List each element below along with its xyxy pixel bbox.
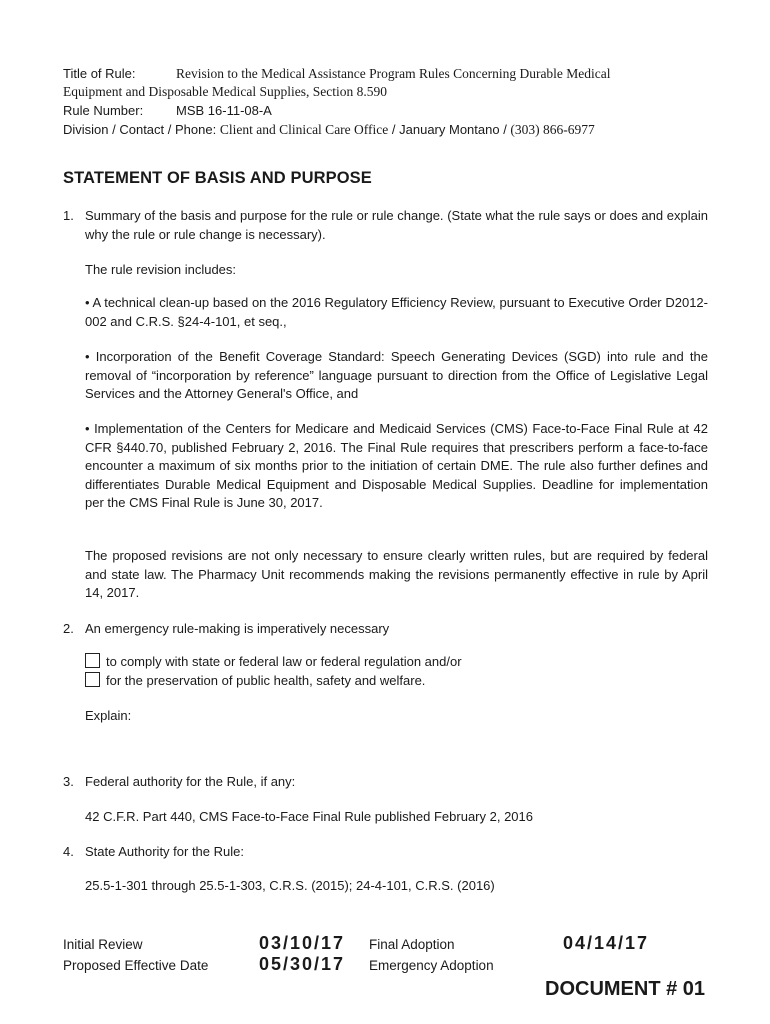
- item4-state: State Authority for the Rule:: [85, 844, 244, 859]
- division-value: Client and Clinical Care Office: [219, 122, 389, 137]
- federal-authority: 42 C.F.R. Part 440, CMS Face-to-Face Final Rule published February 2, 2016: [85, 809, 533, 824]
- item-number: 2.: [63, 621, 74, 636]
- rule-title-continued: Equipment and Disposable Medical Supplies, Section 8.590: [63, 84, 387, 99]
- explain-label: Explain:: [85, 708, 132, 723]
- state-authority: 25.5-1-301 through 25.5-1-303, C.R.S. (2015); 24-4-101, C.R.S. (2016): [85, 878, 495, 893]
- rule-number-row: [63, 101, 723, 120]
- bullet-cms-face-to-face: • Implementation of the Centers for Medicare and Medicaid Services (CMS) Face-to-Face Final Rule at 42 CFR §440.70, published February 2, 2016. The Final Rule requires that prescribers perform a face-to-face encounter a maximum of six months prior to the initiation of certain DME. The rule also further defines and differentiates Durable Medical Equipment and Disposable Medical Supplies. Deadline for implementation per the CMS Final Rule is June 30, 2017.: [85, 421, 708, 511]
- rule-title-row: [63, 64, 723, 83]
- item3-federal: Federal authority for the Rule, if any:: [85, 774, 296, 789]
- item-number: 3.: [63, 774, 74, 789]
- bullet-cleanup: • A technical clean-up based on the 2016 Regulatory Efficiency Review, pursuant to Executive Order D2012-002 and C.R.S. §24-4-101, et seq.,: [85, 295, 708, 329]
- item1-summary: Summary of the basis and purpose for the rule or rule change. (State what the rule says or does and explain why the rule or rule change is necessary).: [85, 208, 708, 242]
- item-number: 4.: [63, 844, 74, 859]
- initial-review-label: Initial Review: [63, 937, 143, 952]
- proposed-effective-label: Proposed Effective Date: [63, 958, 209, 973]
- checkbox-row-law: [85, 652, 462, 671]
- checkbox-label: to comply with state or federal law or federal regulation and/or: [106, 654, 462, 669]
- bullet-sgd: • Incorporation of the Benefit Coverage Standard: Speech Generating Devices (SGD) into rule and the removal of “incorporation by reference” language pursuant to direction from the Office of Legislative Legal Services and the Attorney General's Office, and: [85, 349, 708, 402]
- division-label: Division / Contact / Phone:: [63, 122, 217, 137]
- proposed-revisions: The proposed revisions are not only necessary to ensure clearly written rules, but are required by federal and state law. The Pharmacy Unit recommends making the revisions permanently effective in rule by April 14, 2017.: [85, 548, 708, 601]
- statement-heading: STATEMENT OF BASIS AND PURPOSE: [63, 169, 372, 187]
- emergency-adoption-label: Emergency Adoption: [369, 958, 494, 973]
- rule-title: Revision to the Medical Assistance Program Rules Concerning Durable Medical: [176, 66, 611, 81]
- checkbox-comply-law[interactable]: [85, 653, 100, 668]
- final-adoption-label: Final Adoption: [369, 937, 455, 952]
- initial-review-date: 03/10/17: [259, 933, 346, 953]
- separator: /: [499, 122, 511, 137]
- item-number: 1.: [63, 208, 74, 223]
- checkbox-row-welfare: [85, 671, 425, 690]
- revision-intro: The rule revision includes:: [85, 262, 237, 277]
- rule-number: MSB 16-11-08-A: [176, 103, 272, 118]
- division-row: [63, 120, 723, 139]
- contact-phone: (303) 866-6977: [510, 122, 595, 137]
- separator: /: [388, 122, 400, 137]
- checkbox-label: for the preservation of public health, safety and welfare.: [106, 673, 426, 688]
- proposed-effective-date: 05/30/17: [259, 954, 346, 974]
- checkbox-public-health[interactable]: [85, 672, 100, 687]
- final-adoption-date: 04/14/17: [563, 933, 650, 953]
- item2-emergency: An emergency rule-making is imperatively necessary: [85, 621, 390, 636]
- contact-name: January Montano: [399, 122, 500, 137]
- document-number: DOCUMENT # 01: [545, 978, 706, 1000]
- title-label: Title of Rule:: [63, 66, 136, 81]
- rule-number-label: Rule Number:: [63, 103, 144, 118]
